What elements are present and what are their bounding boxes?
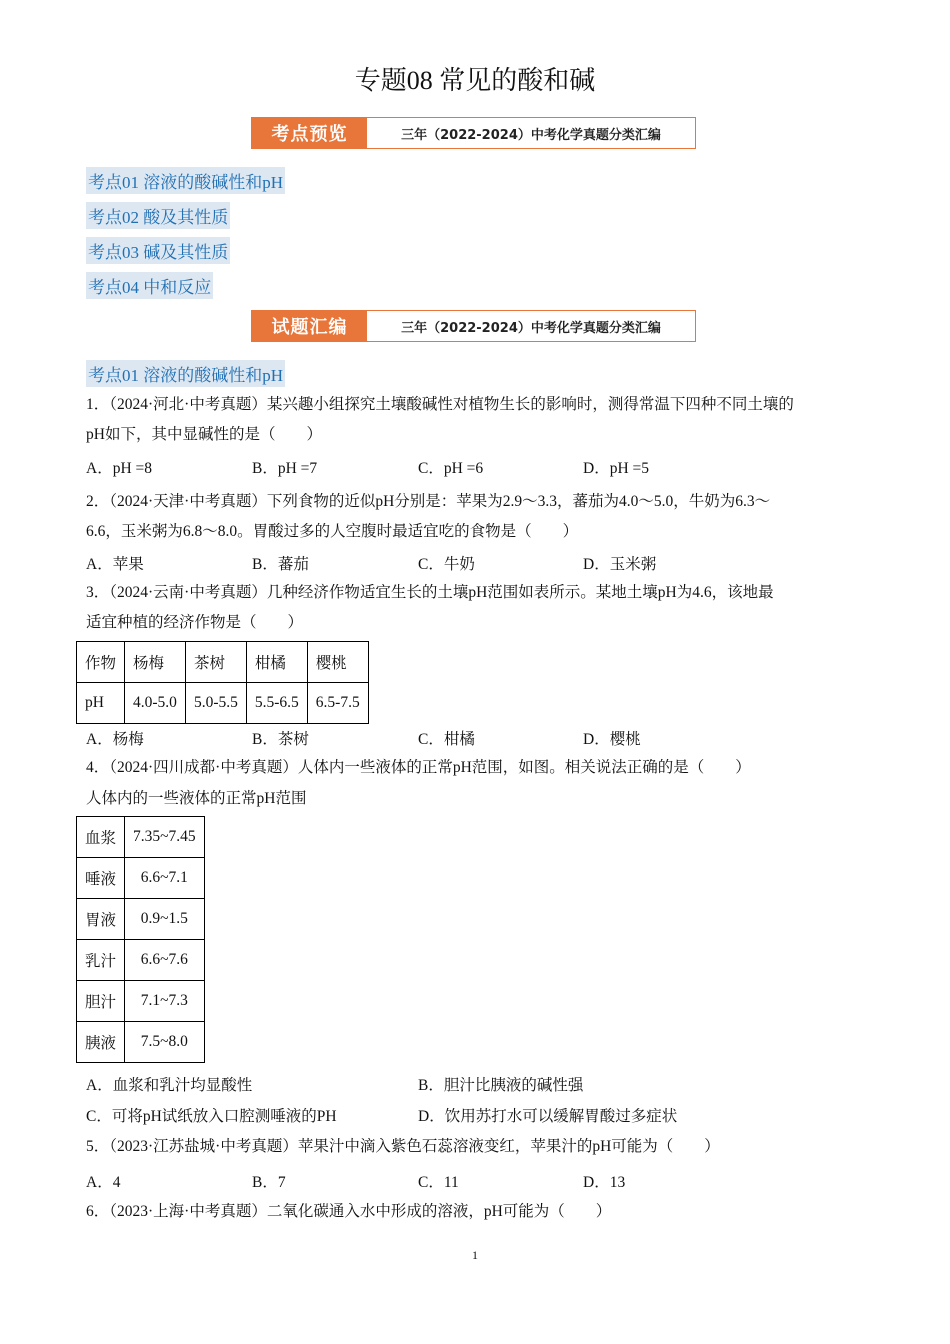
option-b: B．蕃茄 — [252, 556, 309, 573]
option-d: D．饮用苏打水可以缓解胃酸过多症状 — [418, 1108, 678, 1125]
questions-banner — [251, 310, 696, 342]
question-2-line2: 6.6，玉米粥为6.8～8.0。胃酸过多的人空腹时最适宜吃的食物是（ ） — [86, 523, 579, 540]
question-4-caption: 人体内的一些液体的正常pH范围 — [86, 790, 307, 807]
option-c: C．可将pH试纸放入口腔测唾液的PH — [86, 1108, 337, 1125]
banner-tag: 考点预览 — [252, 118, 367, 148]
option-a: A．杨梅 — [86, 731, 144, 748]
table-cell: 胃液 — [77, 899, 125, 940]
option-d: D．13 — [583, 1174, 626, 1191]
question-1-line2: pH如下，其中显碱性的是（ ） — [86, 426, 322, 443]
banner-subtitle: 三年（2022-2024）中考化学真题分类汇编 — [401, 127, 661, 143]
option-c: C．pH =6 — [418, 460, 484, 477]
question-3-line2: 适宜种植的经济作物是（ ） — [86, 614, 304, 631]
toc-item-1[interactable]: 考点01 溶液的酸碱性和pH — [86, 167, 285, 194]
option-d: D．玉米粥 — [583, 556, 657, 573]
page-number: 1 — [472, 1248, 478, 1262]
table-row — [77, 858, 205, 899]
question-4-line1: 4．（2024·四川成都·中考真题）人体内一些液体的正常pH范围，如图。相关说法正确的是（ ） — [86, 759, 751, 776]
table-cell: 血浆 — [77, 817, 125, 858]
table-row — [77, 1022, 205, 1063]
table-cell: 4.0-5.0 — [125, 683, 186, 724]
banner-tag: 试题汇编 — [252, 311, 367, 341]
table-row — [77, 899, 205, 940]
option-a: A．苹果 — [86, 556, 144, 573]
table-row — [77, 642, 369, 683]
section-heading: 考点01 溶液的酸碱性和pH — [86, 360, 285, 387]
table-cell: 6.5-7.5 — [307, 683, 368, 724]
crop-ph-table — [76, 641, 369, 724]
table-cell: 6.6~7.6 — [125, 940, 205, 981]
option-b: B．胆汁比胰液的碱性强 — [418, 1077, 584, 1094]
option-a: A．血浆和乳汁均显酸性 — [86, 1077, 253, 1094]
table-cell: 乳汁 — [77, 940, 125, 981]
table-cell: 5.5-6.5 — [246, 683, 307, 724]
question-5-line1: 5．（2023·江苏盐城·中考真题）苹果汁中滴入紫色石蕊溶液变红，苹果汁的pH可能为（ ） — [86, 1138, 720, 1155]
table-row — [77, 817, 205, 858]
table-cell: 7.1~7.3 — [125, 981, 205, 1022]
table-row — [77, 940, 205, 981]
option-b: B．pH =7 — [252, 460, 318, 477]
page-title: 专题08 常见的酸和碱 — [354, 66, 596, 95]
table-cell: 作物 — [77, 642, 125, 683]
option-c: C．牛奶 — [418, 556, 475, 573]
table-cell: 茶树 — [185, 642, 246, 683]
question-2-line1: 2．（2024·天津·中考真题）下列食物的近似pH分别是：苹果为2.9～3.3，蕃茄为4.0～5.0，牛奶为6.3～ — [86, 493, 771, 510]
table-cell: 5.0-5.5 — [185, 683, 246, 724]
option-b: B．7 — [252, 1174, 286, 1191]
table-cell: 唾液 — [77, 858, 125, 899]
question-6-line1: 6．（2023·上海·中考真题）二氧化碳通入水中形成的溶液，pH可能为（ ） — [86, 1203, 612, 1220]
option-a: A．pH =8 — [86, 460, 153, 477]
toc-item-4[interactable]: 考点04 中和反应 — [86, 272, 213, 299]
option-a: A．4 — [86, 1174, 121, 1191]
question-1-line1: 1．（2024·河北·中考真题）某兴趣小组探究土壤酸碱性对植物生长的影响时，测得常温下四种不同土壤的 — [86, 396, 794, 413]
option-d: D．pH =5 — [583, 460, 650, 477]
option-c: C．柑橘 — [418, 731, 475, 748]
toc-item-3[interactable]: 考点03 碱及其性质 — [86, 237, 230, 264]
option-d: D．樱桃 — [583, 731, 641, 748]
table-cell: pH — [77, 683, 125, 724]
body-fluid-ph-table — [76, 816, 205, 1063]
toc-item-2[interactable]: 考点02 酸及其性质 — [86, 202, 230, 229]
table-cell: 柑橘 — [246, 642, 307, 683]
table-cell: 7.35~7.45 — [125, 817, 205, 858]
table-cell: 胆汁 — [77, 981, 125, 1022]
table-cell: 0.9~1.5 — [125, 899, 205, 940]
table-row — [77, 981, 205, 1022]
option-b: B．茶树 — [252, 731, 309, 748]
table-cell: 杨梅 — [125, 642, 186, 683]
option-c: C．11 — [418, 1174, 459, 1191]
table-cell: 胰液 — [77, 1022, 125, 1063]
question-3-line1: 3．（2024·云南·中考真题）几种经济作物适宜生长的土壤pH范围如表所示。某地土壤pH为4.6，该地最 — [86, 584, 774, 601]
table-cell: 6.6~7.1 — [125, 858, 205, 899]
preview-banner — [251, 117, 696, 149]
banner-subtitle: 三年（2022-2024）中考化学真题分类汇编 — [401, 320, 661, 336]
table-cell: 7.5~8.0 — [125, 1022, 205, 1063]
table-cell: 樱桃 — [307, 642, 368, 683]
table-row — [77, 683, 369, 724]
